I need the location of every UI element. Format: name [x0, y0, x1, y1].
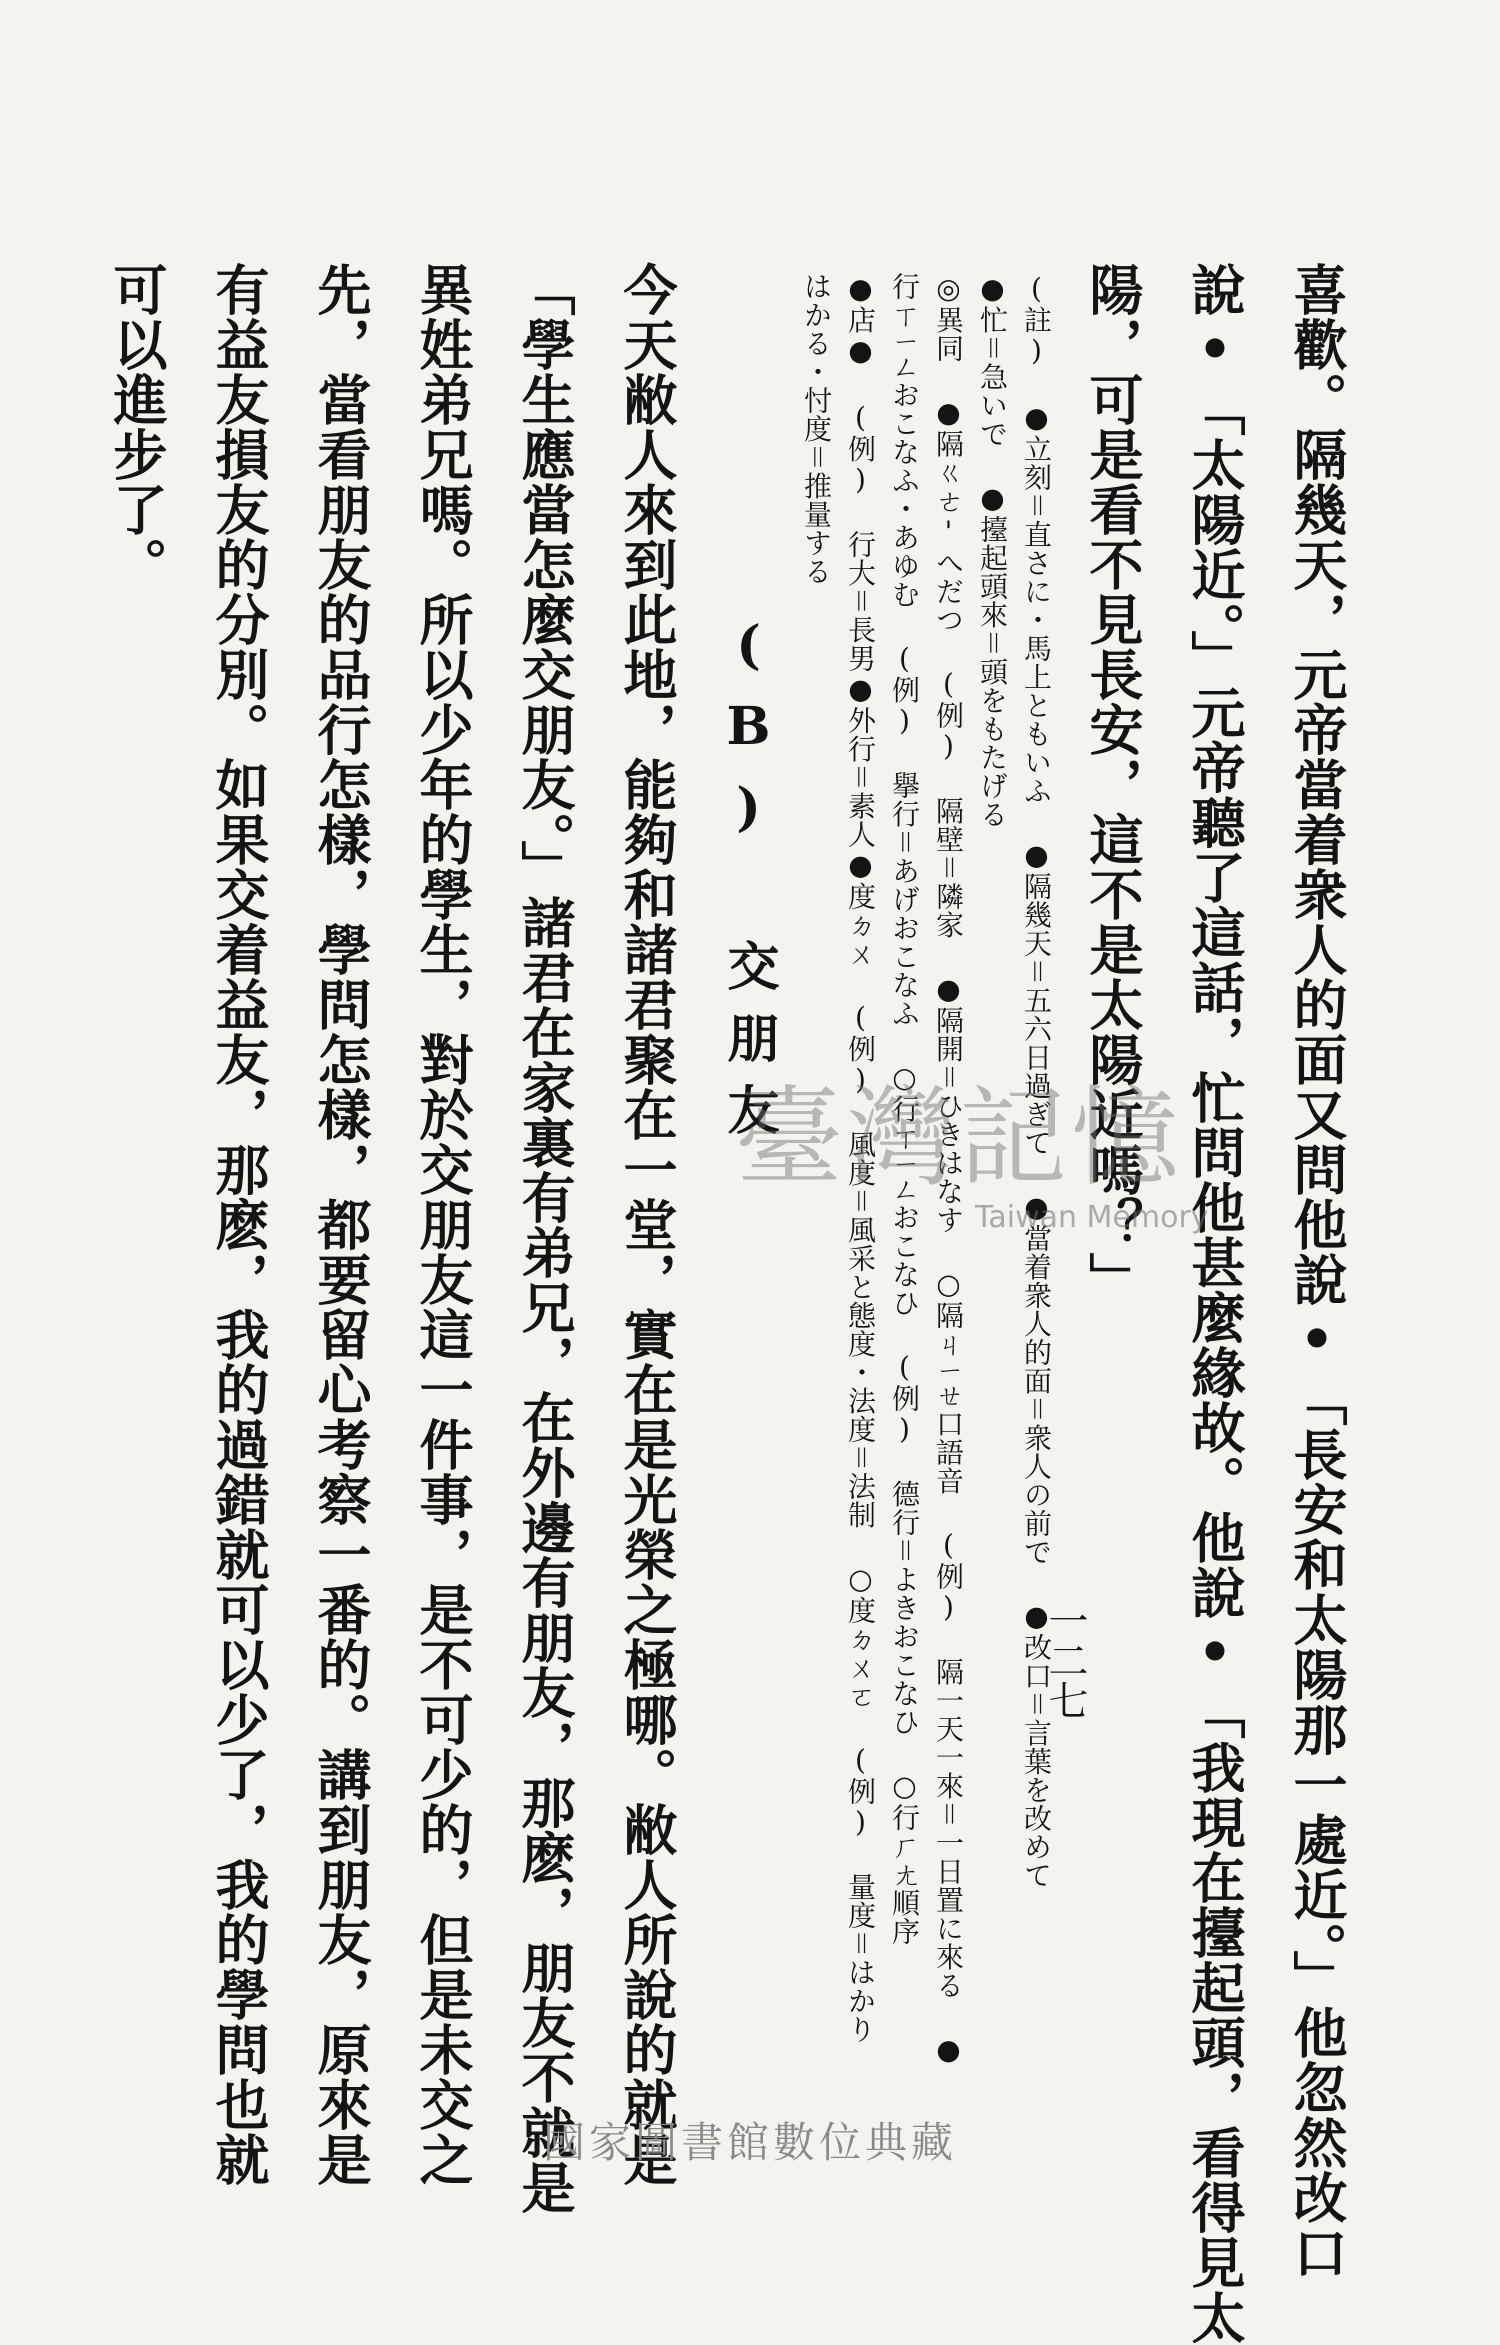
main-text-column: 「學生應當怎麼交朋友。」諸君在家裏有弟兄，在外邊有朋友，那麽，朋友不就是: [513, 262, 577, 2215]
main-text-column: 喜歡。隔幾天，元帝當着衆人的面又問他說•「長安和太陽那一處近。」他忽然改口: [1285, 262, 1349, 2280]
note-column: 行ㄒㄧㄥおこなふ・あゆむ (例) 擧行＝あげおこなふ ○行ㄒㄧㄥおこなひ (例) 德行＝よきおこなひ ○行ㄏㄤ順序: [888, 272, 921, 1946]
main-text-column: 先，當看朋友的品行怎樣，學問怎樣，都要留心考察一番的。講到朋友，原來是: [309, 262, 373, 2187]
main-text-column: 可以進步了。: [105, 262, 169, 592]
page-number: 一二七: [1042, 1600, 1088, 1720]
note-column: ●店● (例) 行大＝長男●外行＝素人●度ㄉㄨ (例) 風度＝風采と態度・法度＝法制 ○度ㄉㄨㄛ (例) 量度＝はかり: [844, 272, 877, 2044]
note-column: ◎異同 ●隔ㄍㄜ'へだつ (例) 隔壁＝隣家 ●隔開＝ひきはなす ○隔ㄐㄧㄝ口語音 (例) 隔一天一來＝一日置に來る ●: [932, 272, 965, 2067]
main-text-column: 說•「太陽近。」元帝聽了這話，忙問他甚麼緣故。他說•「我現在擡起頭，看得見太: [1183, 262, 1247, 2345]
note-column: ●忙＝急いで ●擡起頭來＝頭をもたげる: [976, 272, 1009, 829]
watermark-chinese: 臺灣記憶: [735, 1076, 1184, 1201]
note-column: はかる・忖度＝推量する: [800, 272, 833, 586]
main-text-column: 陽，可是看不見長安，這不是太陽近嗎？」: [1081, 262, 1145, 1307]
footer-collection-label: 國家圖書館數位典藏: [542, 2118, 957, 2167]
section-heading: (B) 交朋友: [718, 615, 779, 1155]
note-column: (註) ●立刻＝直さに・馬上ともいふ ●隔幾天＝五六日過ぎて ●當着衆人的面＝衆人の前で ●改口＝言葉を改めて: [1020, 272, 1053, 1890]
main-text-column: 有益友損友的分別。如果交着益友，那麽，我的過錯就可以少了，我的學問也就: [207, 262, 271, 2187]
main-text-column: 今天敝人來到此地，能夠和諸君聚在一堂，實在是光榮之極哪。敝人所說的就是: [615, 262, 679, 2187]
main-text-column: 異姓弟兄嗎。所以少年的學生，對於交朋友這一件事，是不可少的，但是未交之: [411, 262, 475, 2187]
watermark-english: Taiwan Memory: [975, 1200, 1209, 1235]
